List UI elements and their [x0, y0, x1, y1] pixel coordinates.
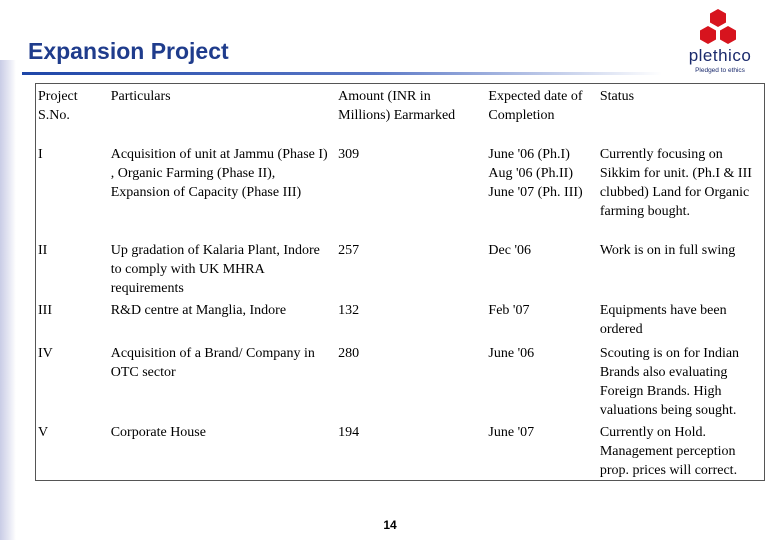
cell-status: Currently focusing on Sikkim for unit. (Ph.I & III clubbed) Land for Organic farming bought.	[599, 147, 752, 219]
slide-title: Expansion Project	[28, 38, 229, 64]
cell-sno: IV	[38, 346, 53, 361]
header-particulars: Particulars	[110, 89, 171, 104]
cell-sno: I	[38, 147, 43, 162]
cell-amount: 194	[338, 425, 360, 440]
table-row	[36, 420, 765, 481]
cell-date: June '06	[488, 346, 535, 361]
date-line: June '07 (Ph. III)	[488, 185, 583, 200]
cell-amount: 280	[338, 346, 360, 361]
header-date: Expected date of Completion	[488, 89, 583, 123]
cell-particulars: R&D centre at Manglia, Indore	[110, 303, 287, 318]
date-line: June '06 (Ph.I)	[488, 147, 570, 162]
cell-date: June '07	[488, 425, 535, 440]
cell-particulars: Acquisition of unit at Jammu (Phase I) , Organic Farming (Phase II), Expansion of Capacity (Phase III)	[110, 147, 328, 200]
cell-status: Work is on in full swing	[599, 243, 736, 258]
header-status: Status	[599, 89, 635, 104]
logo-wordmark: plethico	[688, 46, 752, 65]
left-decorative-bar	[0, 60, 16, 540]
page-number: 14	[383, 518, 397, 532]
cell-sno: II	[38, 243, 48, 258]
header-amount: Amount (INR in Millions) Earmarked	[338, 89, 456, 123]
company-logo	[660, 8, 770, 78]
expansion-project-table	[35, 83, 765, 481]
cell-particulars: Up gradation of Kalaria Plant, Indore to comply with UK MHRA requirements	[110, 243, 320, 296]
cell-status: Scouting is on for Indian Brands also evaluating Foreign Brands. High valuations being sought.	[599, 346, 740, 418]
table-row	[36, 341, 765, 420]
table-row	[36, 142, 765, 238]
table-header-row	[36, 84, 765, 143]
cell-status: Currently on Hold. Management perception prop. prices will correct.	[599, 425, 738, 478]
logo-tagline: Pledged to ethics	[695, 67, 745, 74]
cell-amount: 257	[338, 243, 360, 258]
header-sno: Project S.No.	[38, 89, 78, 123]
date-line: Aug '06 (Ph.II)	[488, 166, 573, 181]
table-row	[36, 298, 765, 341]
cell-sno: III	[38, 303, 52, 318]
cell-particulars: Acquisition of a Brand/ Company in OTC sector	[110, 346, 315, 380]
cell-amount: 309	[338, 147, 360, 162]
cell-date	[486, 142, 597, 238]
title-underline	[22, 72, 662, 75]
cell-status: Equipments have been ordered	[599, 303, 727, 337]
cell-date: Dec '06	[488, 243, 531, 258]
cell-amount: 132	[338, 303, 360, 318]
cell-particulars: Corporate House	[110, 425, 206, 440]
table-row	[36, 238, 765, 298]
logo-hexagons-icon	[690, 8, 746, 48]
cell-date: Feb '07	[488, 303, 530, 318]
cell-sno: V	[38, 425, 49, 440]
